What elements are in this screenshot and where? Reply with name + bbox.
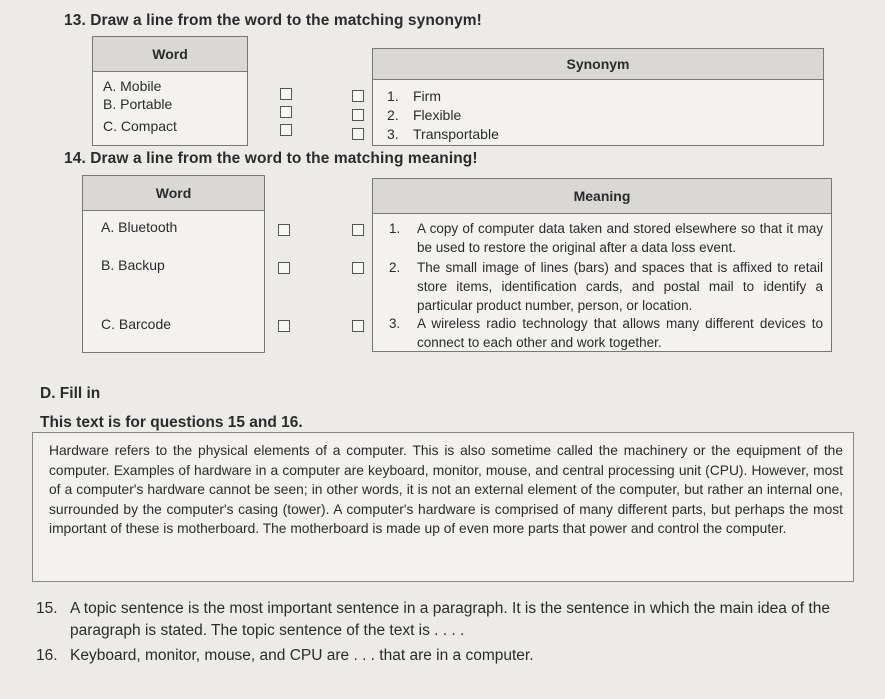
question-16-text: Keyboard, monitor, mouse, and CPU are . . . that are in a computer. bbox=[70, 647, 534, 664]
section-d-intro: This text is for questions 15 and 16. bbox=[40, 414, 303, 431]
reading-passage: Hardware refers to the physical elements of a computer. This is also sometime called the machinery or the equipment of the computer. Examples of hardware in a computer are keyboard, monitor, mouse, and central processing unit (CPU). However, most of a computer's hardware cannot be seen; in other words, it is not an external element of the computer, but rather an internal one, surrounded by the computer's casing (tower). A computer's hardware is comprised of many different parts, but perhaps the most important of these is motherboard. The motherboard is made up of even more parts that power and control the computer. bbox=[32, 432, 854, 582]
q14-meaning-table bbox=[372, 178, 832, 352]
q14-word-c: C. Barcode bbox=[101, 316, 172, 332]
q13-synonym-table bbox=[372, 48, 824, 146]
q13-word-header: Word bbox=[93, 37, 247, 72]
q14-title: 14. Draw a line from the word to the matching meaning! bbox=[64, 150, 478, 167]
q14-meaning-1-text: A copy of computer data taken and stored elsewhere so that it may be used to restore the original after a data loss event. bbox=[417, 221, 823, 255]
question-16 bbox=[36, 645, 876, 669]
q13-word-table bbox=[92, 36, 248, 146]
q13-title: 13. Draw a line from the word to the matching synonym! bbox=[64, 12, 482, 29]
q13-synonym-header: Synonym bbox=[373, 49, 823, 80]
question-15 bbox=[36, 598, 876, 644]
q14-word-a-checkbox[interactable] bbox=[278, 224, 290, 236]
q13-synonym-2 bbox=[387, 106, 461, 125]
q13-synonym-3 bbox=[387, 125, 499, 144]
q13-word-a-checkbox[interactable] bbox=[280, 88, 292, 100]
q13-word-b-checkbox[interactable] bbox=[280, 106, 292, 118]
q13-word-c-checkbox[interactable] bbox=[280, 124, 292, 136]
q14-meaning-2-text: The small image of lines (bars) and spaces that is affixed to retail store items, identification cards, and postal mail to identify a particular product number, person, or location. bbox=[417, 260, 823, 313]
q14-meaning-3-text: A wireless radio technology that allows many different devices to connect to each other and work together. bbox=[417, 316, 823, 350]
q13-synonym-1-text: Firm bbox=[413, 88, 441, 104]
q14-meaning-3-checkbox[interactable] bbox=[352, 320, 364, 332]
q14-meaning-3-num: 3. bbox=[389, 316, 401, 331]
q13-synonym-2-text: Flexible bbox=[413, 107, 462, 123]
q13-synonym-1 bbox=[387, 87, 441, 106]
section-d-title: D. Fill in bbox=[40, 385, 101, 402]
q13-synonym-2-num: 2. bbox=[387, 107, 399, 123]
q14-meaning-2-checkbox[interactable] bbox=[352, 262, 364, 274]
q13-synonym-3-checkbox[interactable] bbox=[352, 128, 364, 140]
question-15-text: A topic sentence is the most important sentence in a paragraph. It is the sentence in which the main idea of the paragraph is stated. The topic sentence of the text is . . . . bbox=[70, 600, 830, 639]
q14-meaning-1-num: 1. bbox=[389, 221, 401, 236]
q13-synonym-3-num: 3. bbox=[387, 126, 399, 142]
q13-synonym-1-num: 1. bbox=[387, 88, 399, 104]
q13-word-a: A. Mobile bbox=[103, 78, 162, 94]
q13-synonym-3-text: Transportable bbox=[413, 126, 499, 142]
q14-word-a: A. Bluetooth bbox=[101, 219, 178, 235]
q14-word-b-checkbox[interactable] bbox=[278, 262, 290, 274]
q13-word-c: C. Compact bbox=[103, 118, 177, 134]
q13-word-b: B. Portable bbox=[103, 96, 173, 112]
q14-meaning-header: Meaning bbox=[373, 179, 831, 214]
question-15-num: 15. bbox=[36, 600, 58, 617]
q13-synonym-1-checkbox[interactable] bbox=[352, 90, 364, 102]
q14-word-b: B. Backup bbox=[101, 257, 165, 273]
question-16-num: 16. bbox=[36, 647, 58, 664]
q14-meaning-1-checkbox[interactable] bbox=[352, 224, 364, 236]
q13-synonym-2-checkbox[interactable] bbox=[352, 109, 364, 121]
q14-word-table bbox=[82, 175, 265, 353]
q14-meaning-2-num: 2. bbox=[389, 260, 401, 275]
q14-word-header: Word bbox=[83, 176, 264, 211]
q14-word-c-checkbox[interactable] bbox=[278, 320, 290, 332]
